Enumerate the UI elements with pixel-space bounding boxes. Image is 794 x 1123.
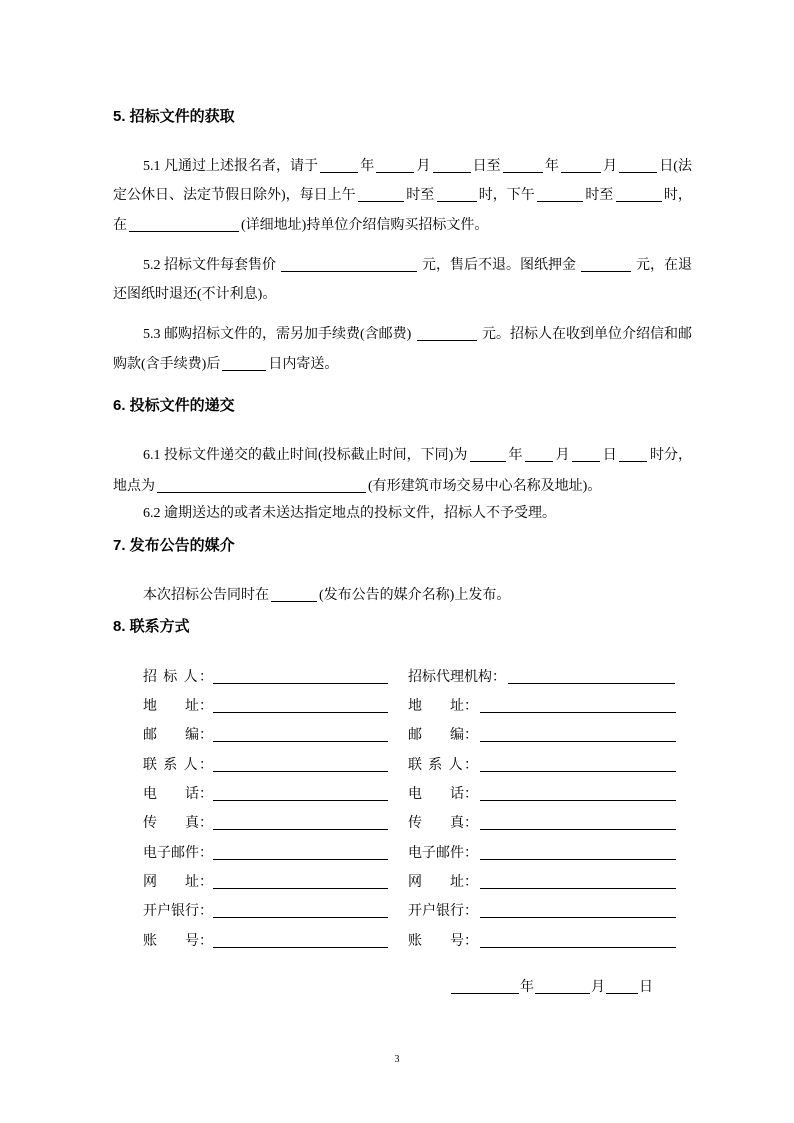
tenderer-field bbox=[143, 930, 388, 952]
agency-label: 招标代理机构： bbox=[408, 670, 506, 685]
clause-5-3-line bbox=[113, 353, 692, 373]
fill-in-blank bbox=[358, 187, 404, 202]
clause-5-2-text: 5.2 招标文件每套售价 bbox=[143, 258, 276, 273]
agency-field bbox=[408, 930, 676, 952]
tenderer-field bbox=[143, 871, 388, 893]
fill-in-blank bbox=[417, 326, 477, 341]
clause-5-1-text: 定公休日、法定节假日除外)，每日上午 bbox=[113, 188, 356, 203]
clause-5-1-text: 年 bbox=[544, 159, 559, 174]
clause-7-text: (发布公告的媒介名称)上发布。 bbox=[319, 588, 511, 603]
agency-label: 联 系 人： bbox=[408, 758, 478, 773]
signature-date bbox=[450, 976, 653, 996]
fill-in-blank bbox=[281, 257, 417, 272]
agency-field bbox=[408, 871, 676, 893]
fill-in-blank bbox=[480, 815, 676, 830]
fill-in-blank bbox=[480, 786, 676, 801]
clause-6-1-text: 日 bbox=[602, 448, 617, 463]
fill-in-blank bbox=[480, 727, 676, 742]
fill-in-blank bbox=[503, 158, 543, 173]
tenderer-label: 网 址： bbox=[143, 875, 213, 890]
clause-5-1-text: 在 bbox=[113, 218, 127, 233]
clause-6-1-line bbox=[113, 444, 692, 464]
clause-7-text: 本次招标公告同时在 bbox=[143, 588, 269, 603]
agency-label: 电 话： bbox=[408, 787, 478, 802]
agency-label: 传 真： bbox=[408, 816, 478, 831]
clause-5-2-text: 还图纸时退还(不计利息)。 bbox=[113, 287, 277, 302]
agency-label: 地 址： bbox=[408, 699, 478, 714]
contact-row bbox=[0, 666, 794, 686]
clause-5-3-text: 元。招标人在收到单位介绍信和邮 bbox=[481, 327, 692, 342]
clause-5-2-line bbox=[113, 254, 692, 274]
agency-label: 邮 编： bbox=[408, 728, 478, 743]
fill-in-blank bbox=[470, 447, 506, 462]
clause-6-1-text: (有形建筑市场交易中心名称及地址)。 bbox=[368, 479, 602, 494]
fill-in-blank bbox=[480, 903, 676, 918]
date-day-label: 日 bbox=[639, 980, 653, 995]
fill-in-blank bbox=[451, 979, 519, 994]
fill-in-blank bbox=[213, 669, 388, 684]
fill-in-blank bbox=[606, 979, 638, 994]
clause-6-1-text: 6.1 投标文件递交的截止时间(投标截止时间，下同)为 bbox=[143, 448, 468, 463]
fill-in-blank bbox=[437, 187, 477, 202]
clause-6-1-text: 时分， bbox=[649, 448, 692, 463]
fill-in-blank bbox=[320, 158, 358, 173]
fill-in-blank bbox=[213, 903, 388, 918]
page-number: 3 bbox=[394, 1054, 400, 1065]
clause-6-1-text: 地点为 bbox=[113, 479, 155, 494]
clause-5-1-text: (详细地址)持单位介绍信购买招标文件。 bbox=[241, 218, 489, 233]
fill-in-blank bbox=[129, 217, 239, 232]
tenderer-label: 电子邮件： bbox=[143, 846, 213, 861]
fill-in-blank bbox=[619, 447, 647, 462]
clause-6-1-text: 月 bbox=[555, 448, 570, 463]
clause-5-1-text: 5.1 凡通过上述报名者，请于 bbox=[143, 159, 318, 174]
fill-in-blank bbox=[508, 669, 675, 684]
clause-6-1-text: 年 bbox=[508, 448, 523, 463]
clause-6-1-line bbox=[113, 475, 692, 495]
fill-in-blank bbox=[535, 979, 590, 994]
clause-5-1-text: 日(法 bbox=[659, 159, 692, 174]
fill-in-blank bbox=[480, 874, 676, 889]
fill-in-blank bbox=[480, 757, 676, 772]
clause-5-1-line bbox=[113, 184, 692, 204]
fill-in-blank bbox=[616, 187, 662, 202]
agency-field bbox=[408, 724, 676, 746]
fill-in-blank bbox=[581, 257, 631, 272]
clause-6-2-line bbox=[113, 504, 692, 524]
fill-in-blank bbox=[572, 447, 600, 462]
fill-in-blank bbox=[271, 587, 317, 602]
clause-5-3-text: 日内寄送。 bbox=[268, 357, 339, 372]
tenderer-field bbox=[143, 812, 388, 834]
tenderer-label: 传 真： bbox=[143, 816, 213, 831]
agency-field bbox=[408, 783, 676, 805]
fill-in-blank bbox=[537, 187, 583, 202]
contact-row bbox=[0, 754, 794, 774]
tenderer-label: 邮 编： bbox=[143, 728, 213, 743]
fill-in-blank bbox=[619, 158, 657, 173]
tenderer-label: 账 号： bbox=[143, 934, 213, 949]
fill-in-blank bbox=[213, 757, 388, 772]
fill-in-blank bbox=[525, 447, 553, 462]
clause-5-2-line bbox=[113, 285, 692, 305]
fill-in-blank bbox=[561, 158, 601, 173]
tenderer-label: 联 系 人： bbox=[143, 758, 213, 773]
agency-field bbox=[408, 754, 676, 776]
date-year-label: 年 bbox=[520, 980, 534, 995]
fill-in-blank bbox=[480, 698, 676, 713]
fill-in-blank bbox=[157, 478, 366, 493]
tenderer-field bbox=[143, 900, 388, 922]
agency-field bbox=[408, 695, 676, 717]
contact-row bbox=[0, 871, 794, 891]
fill-in-blank bbox=[376, 158, 414, 173]
agency-field bbox=[408, 666, 675, 688]
clause-5-2-text: 元，在退 bbox=[636, 258, 692, 273]
section-5-heading: 5. 招标文件的获取 bbox=[113, 108, 235, 125]
tenderer-label: 开户银行： bbox=[143, 904, 213, 919]
fill-in-blank bbox=[433, 158, 471, 173]
contact-row bbox=[0, 930, 794, 950]
agency-field bbox=[408, 900, 676, 922]
clause-5-1-text: 月 bbox=[603, 159, 618, 174]
fill-in-blank bbox=[213, 727, 388, 742]
fill-in-blank bbox=[213, 933, 388, 948]
tenderer-field bbox=[143, 842, 388, 864]
fill-in-blank bbox=[480, 933, 676, 948]
contact-row bbox=[0, 724, 794, 744]
fill-in-blank bbox=[213, 845, 388, 860]
section-7-heading: 7. 发布公告的媒介 bbox=[113, 537, 235, 554]
agency-label: 网 址： bbox=[408, 875, 478, 890]
agency-label: 电子邮件： bbox=[408, 846, 478, 861]
contact-row bbox=[0, 842, 794, 862]
section-8-heading: 8. 联系方式 bbox=[113, 618, 190, 635]
clause-5-1-text: 时， bbox=[663, 188, 692, 203]
contact-row bbox=[0, 783, 794, 803]
contact-row bbox=[0, 900, 794, 920]
clause-5-1-text: 时至 bbox=[585, 188, 614, 203]
clause-5-1-text: 时至 bbox=[406, 188, 435, 203]
clause-5-1-text: 时，下午 bbox=[478, 188, 535, 203]
tenderer-field bbox=[143, 783, 388, 805]
clause-5-2-text: 元，售后不退。图纸押金 bbox=[422, 258, 576, 273]
contact-row bbox=[0, 812, 794, 832]
contact-row bbox=[0, 695, 794, 715]
agency-label: 账 号： bbox=[408, 934, 478, 949]
fill-in-blank bbox=[213, 698, 388, 713]
clause-5-1-line bbox=[113, 214, 692, 234]
clause-6-2-text: 6.2 逾期送达的或者未送达指定地点的投标文件，招标人不予受理。 bbox=[143, 506, 556, 521]
agency-field bbox=[408, 812, 676, 834]
tenderer-field bbox=[143, 666, 388, 688]
tenderer-field bbox=[143, 754, 388, 776]
tenderer-label: 电 话： bbox=[143, 787, 213, 802]
agency-field bbox=[408, 842, 676, 864]
clause-5-1-text: 月 bbox=[416, 159, 431, 174]
fill-in-blank bbox=[213, 815, 388, 830]
clause-5-3-line bbox=[113, 323, 692, 343]
fill-in-blank bbox=[222, 356, 266, 371]
tenderer-field bbox=[143, 724, 388, 746]
agency-label: 开户银行： bbox=[408, 904, 478, 919]
section-6-heading: 6. 投标文件的递交 bbox=[113, 397, 235, 414]
tenderer-label: 招 标 人： bbox=[143, 670, 213, 685]
clause-5-3-text: 购款(含手续费)后 bbox=[113, 357, 221, 372]
clause-5-3-text: 5.3 邮购招标文件的，需另加手续费(含邮费) bbox=[143, 327, 412, 342]
tenderer-field bbox=[143, 695, 388, 717]
fill-in-blank bbox=[213, 874, 388, 889]
tenderer-label: 地 址： bbox=[143, 699, 213, 714]
clause-5-1-text: 年 bbox=[360, 159, 375, 174]
fill-in-blank bbox=[213, 786, 388, 801]
clause-5-1-line bbox=[113, 155, 692, 175]
fill-in-blank bbox=[480, 845, 676, 860]
clause-5-1-text: 日至 bbox=[472, 159, 501, 174]
date-month-label: 月 bbox=[591, 980, 605, 995]
clause-7-line bbox=[113, 584, 692, 604]
